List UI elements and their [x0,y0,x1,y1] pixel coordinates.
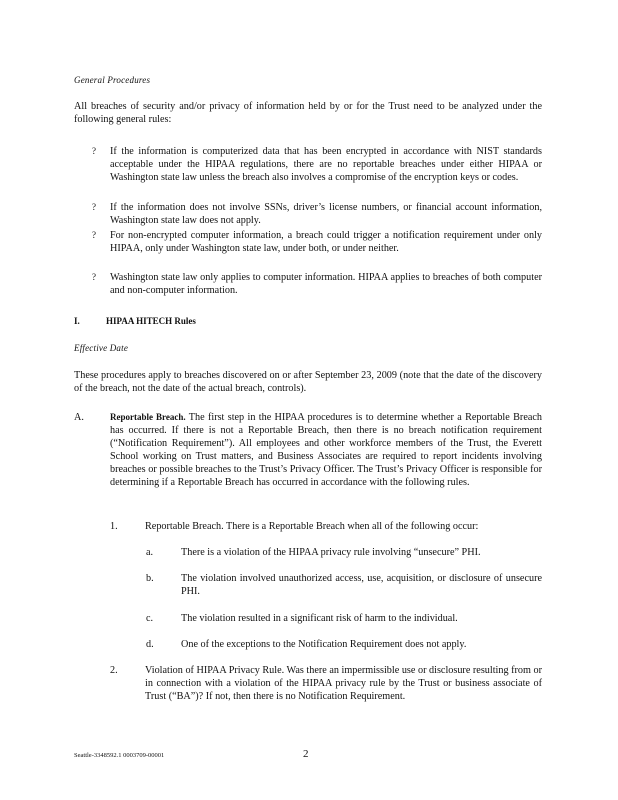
section-a-label: A. [74,412,84,423]
item-1-paragraph: Reportable Breach. There is a Reportable Breach when all of the following occur: [145,521,479,532]
general-bullet-2: If the information does not involve SSNs, driver’s license numbers, or financial account information, Washington state law does not apply. [110,202,542,226]
item-2-paragraph: Violation of HIPAA Privacy Rule. Was there an impermissible use or disclosure resulting from or in connection with a violation of the HIPAA privacy rule by the Trust or business associate of Trust (“BA”)? If not, then there is no Notification Requirement. [145,665,542,702]
footer-document-id: Seattle-3348592.1 0003709-00001 [74,752,165,759]
general-bullet-4: Washington state law only applies to computer information. HIPAA applies to breaches of both computer and non-computer information. [110,272,542,296]
sub-item-d-label: d. [146,639,154,650]
bullet-marker: ? [92,146,96,156]
sub-item-a-label: a. [146,547,154,558]
bullet-marker: ? [92,272,96,282]
item-1-label: 1. [110,521,118,532]
sub-item-a-text: There is a violation of the HIPAA privacy rule involving “unsecure” PHI. [181,547,481,558]
section-a-body: The first step in the HIPAA procedures is to determine whether a Reportable Breach has occurred. If there is not a Reportable Breach, then there is no breach notification requirement (“Notification Requirement”). All employees and other workforce members of the Trust, the Everett School working on Trust matters, and Business Associates are required to report incidents involving breaches or possible breaches to the Trust’s Privacy Officer. The Trust’s Privacy Officer is responsible for determining if a Reportable Breach has occurred in accordance with the following rules. [110,412,542,488]
bullet-marker: ? [92,230,96,240]
page-number: 2 [303,748,309,760]
effective-date-heading: Effective Date [74,343,129,353]
section-a-paragraph [110,411,542,489]
section-title: HIPAA HITECH Rules [106,316,196,326]
sub-item-d-text: One of the exceptions to the Notification Requirement does not apply. [181,639,467,650]
sub-item-c-label: c. [146,613,154,624]
section-number: I. [74,316,80,326]
effective-date-paragraph: These procedures apply to breaches discovered on or after September 23, 2009 (note that the date of the discovery of the breach, not the date of the actual breach, controls). [74,370,542,394]
sub-item-c-text: The violation resulted in a significant risk of harm to the individual. [181,613,458,624]
general-bullet-3: For non-encrypted computer information, a breach could trigger a notification requirement under only HIPAA, only under Washington state law, under both, or under neither. [110,230,542,254]
sub-item-b-label: b. [146,573,154,584]
general-bullet-1: If the information is computerized data that has been encrypted in accordance with NIST standards acceptable under the HIPAA regulations, there are no reportable breaches under either HIPAA or Washington state law unless the breach also involves a compromise of the encryption keys or codes. [110,146,542,183]
bullet-marker: ? [92,202,96,212]
item-2-label: 2. [110,665,118,676]
sub-item-b-text: The violation involved unauthorized access, use, acquisition, or disclosure of unsecure PHI. [181,573,542,597]
general-procedures-heading: General Procedures [74,75,151,85]
section-a-run-in-heading: Reportable Breach. [110,412,186,422]
general-intro-paragraph: All breaches of security and/or privacy of information held by or for the Trust need to be analyzed under the following general rules: [74,101,542,125]
